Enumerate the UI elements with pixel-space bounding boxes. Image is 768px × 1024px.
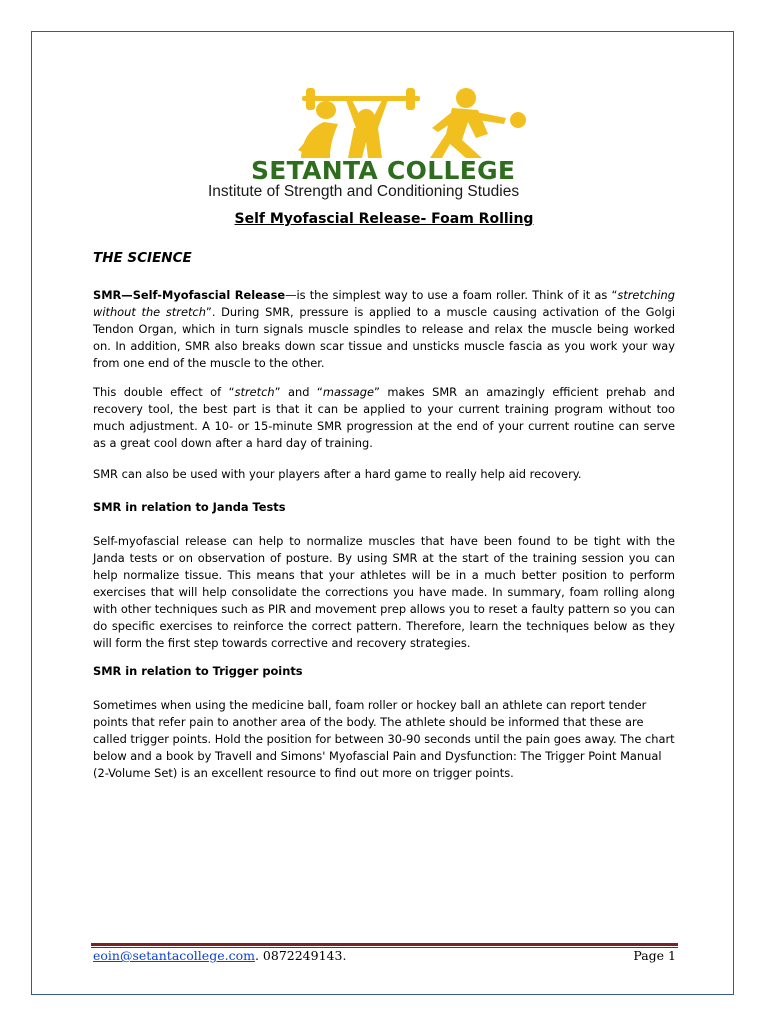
page-number: Page 1 [633,948,676,963]
para2-text-c: ” and “ [274,385,323,399]
para1-italic: stretching without the stretch [93,288,675,319]
paragraph-double-effect [93,384,675,452]
college-name: SETANTA COLLEGE [251,156,516,185]
subheading-janda: SMR in relation to Janda Tests [93,500,286,514]
para2-italic-massage: massage [322,385,375,399]
email-link[interactable]: eoin@setantacollege.com [93,948,255,963]
footer-contact [93,948,346,963]
document-title: Self Myofascial Release- Foam Rolling [234,211,534,227]
footer-rule [91,943,678,946]
para1-text-a: —is the simplest way to use a foam roller. Think of it as “ [285,288,618,302]
paragraph-trigger-points: Sometimes when using the medicine ball, foam roller or hockey ball an athlete can report tender points that refer pain to another area of the body. The athlete should be informed that these are called trigger points. Hold the position for between 30-90 seconds until the pain goes away. The chart below and a book by Travell and Simons' Myofascial Pain and Dysfunction: The Trigger Point Manual (2-Volume Set) is an excellent resource to find out more on trigger points. [93,698,675,780]
smr-bold-lead: SMR—Self-Myofascial Release [93,288,286,302]
paragraph-janda: Self-myofascial release can help to normalize muscles that have been found to be tight with the Janda tests or on observation of posture. By using SMR at the start of the training session you can help normalize tissue. This means that your athletes will be in a much better position to perform exercises that will help consolidate the corrections you have made. In summary, foam rolling along with other techniques such as PIR and movement prep allows you to reset a faulty pattern so you can do specific exercises to reinforce the correct pattern. Therefore, learn the techniques below as they will form the first step towards corrective and recovery strategies. [93,534,675,650]
paragraph-recovery: SMR can also be used with your players after a hard game to really help aid recovery. [93,467,582,481]
athletes-silhouette-icon [206,88,566,158]
footer-phone: . 0872249143. [254,948,347,963]
section-heading: THE SCIENCE [93,250,192,266]
college-logo [206,88,566,203]
paragraph-smr-definition [93,287,675,372]
subheading-trigger-points: SMR in relation to Trigger points [93,664,303,678]
para1-text-c: ”. During SMR, pressure is applied to a muscle causing activation of the Golgi Tendon Organ, which in turn signals muscle spindles to release and relax the muscle being worked on. In addition, SMR also breaks down scar tissue and unsticks muscle fascia as you work your way from one end of the muscle to the other. [93,305,675,370]
para2-italic-stretch: stretch [234,385,275,399]
college-subtitle: Institute of Strength and Conditioning Studies [208,183,520,200]
para2-text-a: This double effect of “ [93,385,235,399]
para2-text-e: ” makes SMR an amazingly efficient prehab and recovery tool, the best part is that it can be applied to your current training program without too much adjustment. A 10- or 15-minute SMR progression at the end of your current routine can serve as a great cool down after a hard day of training. [93,385,675,450]
